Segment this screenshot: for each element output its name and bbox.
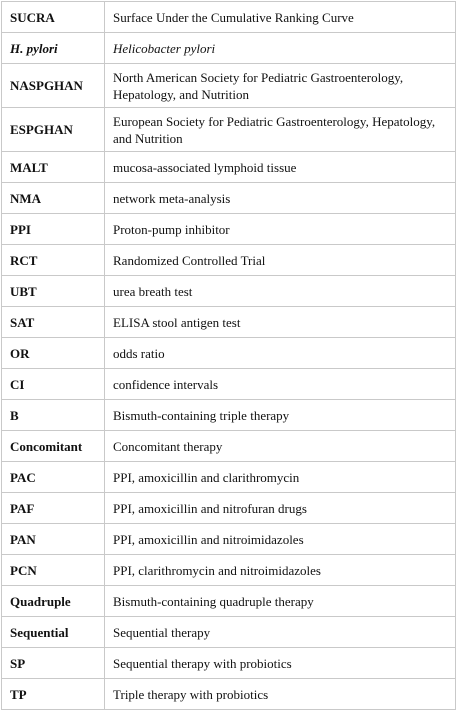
definition-cell: urea breath test	[105, 276, 456, 307]
abbreviation-cell: RCT	[2, 245, 105, 276]
abbreviation-cell: PPI	[2, 214, 105, 245]
abbreviation-cell: OR	[2, 338, 105, 369]
definition-cell: ELISA stool antigen test	[105, 307, 456, 338]
abbreviation-cell: H. pylori	[2, 33, 105, 64]
table-row	[2, 307, 456, 338]
table-row	[2, 555, 456, 586]
definition-cell: Sequential therapy	[105, 617, 456, 648]
table-row	[2, 245, 456, 276]
table-row	[2, 493, 456, 524]
abbreviations-table	[1, 1, 456, 710]
definition-cell: Proton-pump inhibitor	[105, 214, 456, 245]
definition-cell: Bismuth-containing triple therapy	[105, 400, 456, 431]
abbreviation-cell: NMA	[2, 183, 105, 214]
table-row	[2, 431, 456, 462]
table-row	[2, 524, 456, 555]
table-row	[2, 108, 456, 152]
definition-cell: Sequential therapy with probiotics	[105, 648, 456, 679]
definition-cell: Concomitant therapy	[105, 431, 456, 462]
abbreviation-cell: SUCRA	[2, 2, 105, 33]
table-row	[2, 462, 456, 493]
abbreviation-cell: UBT	[2, 276, 105, 307]
definition-cell: network meta-analysis	[105, 183, 456, 214]
abbreviation-cell: SP	[2, 648, 105, 679]
abbreviation-cell: MALT	[2, 152, 105, 183]
definition-cell: North American Society for Pediatric Gastroenterology, Hepatology, and Nutrition	[105, 64, 456, 108]
definition-cell: odds ratio	[105, 338, 456, 369]
abbreviation-cell: NASPGHAN	[2, 64, 105, 108]
abbreviation-cell: ESPGHAN	[2, 108, 105, 152]
table-row	[2, 617, 456, 648]
abbreviation-cell: PCN	[2, 555, 105, 586]
definition-cell: Randomized Controlled Trial	[105, 245, 456, 276]
table-row	[2, 679, 456, 710]
table-row	[2, 152, 456, 183]
abbreviation-cell: B	[2, 400, 105, 431]
definition-cell: European Society for Pediatric Gastroenterology, Hepatology, and Nutrition	[105, 108, 456, 152]
definition-cell: mucosa-associated lymphoid tissue	[105, 152, 456, 183]
definition-cell: PPI, clarithromycin and nitroimidazoles	[105, 555, 456, 586]
definition-cell: PPI, amoxicillin and nitrofuran drugs	[105, 493, 456, 524]
definition-cell: Triple therapy with probiotics	[105, 679, 456, 710]
table-row	[2, 276, 456, 307]
table-row	[2, 369, 456, 400]
table-row	[2, 183, 456, 214]
table-row	[2, 64, 456, 108]
definition-cell: confidence intervals	[105, 369, 456, 400]
table-row	[2, 2, 456, 33]
definition-cell: Helicobacter pylori	[105, 33, 456, 64]
definition-cell: Surface Under the Cumulative Ranking Curve	[105, 2, 456, 33]
abbreviation-cell: PAC	[2, 462, 105, 493]
abbreviation-cell: Quadruple	[2, 586, 105, 617]
abbreviation-cell: TP	[2, 679, 105, 710]
table-row	[2, 33, 456, 64]
definition-cell: Bismuth-containing quadruple therapy	[105, 586, 456, 617]
table-row	[2, 586, 456, 617]
table-row	[2, 338, 456, 369]
definition-cell: PPI, amoxicillin and nitroimidazoles	[105, 524, 456, 555]
abbreviation-cell: CI	[2, 369, 105, 400]
abbreviation-cell: PAF	[2, 493, 105, 524]
abbreviation-cell: PAN	[2, 524, 105, 555]
abbreviation-cell: SAT	[2, 307, 105, 338]
definition-cell: PPI, amoxicillin and clarithromycin	[105, 462, 456, 493]
abbreviation-cell: Sequential	[2, 617, 105, 648]
table-row	[2, 648, 456, 679]
abbreviation-cell: Concomitant	[2, 431, 105, 462]
table-row	[2, 400, 456, 431]
table-row	[2, 214, 456, 245]
